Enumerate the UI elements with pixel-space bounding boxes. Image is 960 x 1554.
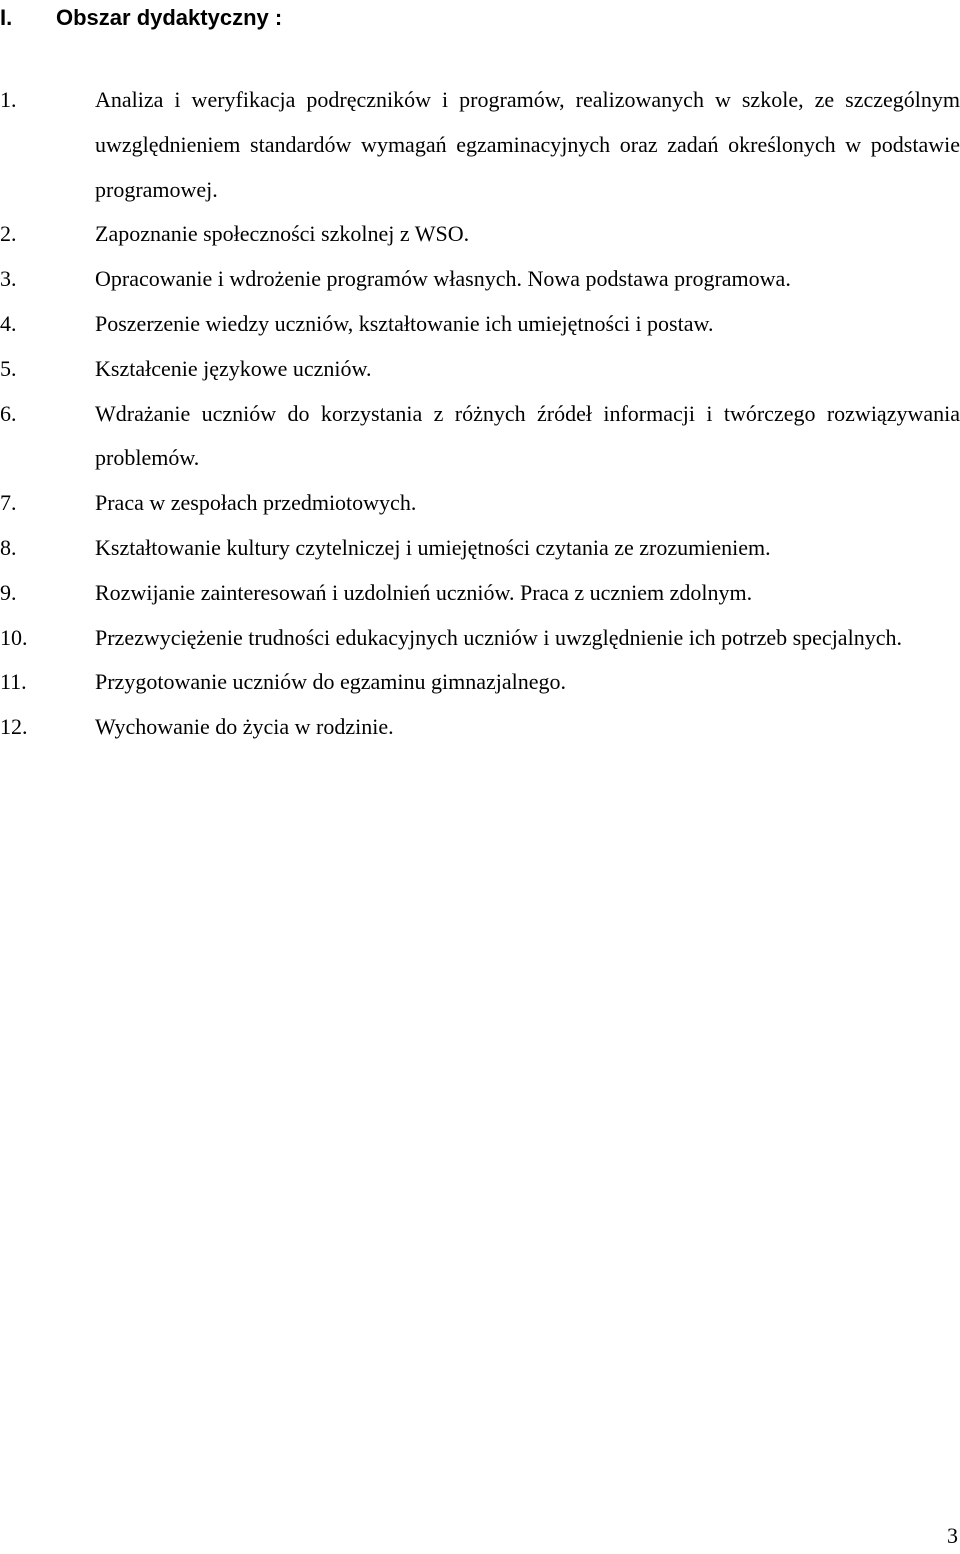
list-item-1: [0, 78, 960, 212]
list-item-9: [0, 571, 960, 616]
section-roman-numeral: I.: [0, 5, 13, 30]
list-item-number: 8.: [0, 534, 17, 560]
list-item-number: 10.: [0, 624, 28, 650]
list-item-text: Praca w zespołach przedmiotowych.: [95, 490, 417, 516]
list-item-6: [0, 392, 960, 482]
list-item-text: Wychowanie do życia w rodzinie.: [95, 714, 394, 740]
list-item-number: 5.: [0, 355, 17, 381]
list-item-number: 7.: [0, 490, 17, 516]
list-item-number: 2.: [0, 221, 17, 247]
list-item-11: [0, 660, 960, 705]
list-item-text: Analiza i weryfikacja podręczników i programów, realizowanych w szkole, ze szczególnym uwzględnieniem standardów wymagań egzaminacyjnych oraz zadań określonych w podstawie programowej.: [95, 87, 960, 202]
list-item-12: [0, 705, 960, 750]
section-title: Obszar dydaktyczny :: [56, 5, 283, 30]
list-item-number: 9.: [0, 579, 17, 605]
list-item-number: 6.: [0, 400, 17, 426]
list-item-7: [0, 481, 960, 526]
list-item-5: [0, 347, 960, 392]
didactic-goals-list: [0, 78, 960, 750]
list-item-text: Przygotowanie uczniów do egzaminu gimnazjalnego.: [95, 669, 567, 695]
list-item-2: [0, 212, 960, 257]
list-item-text: Opracowanie i wdrożenie programów własnych. Nowa podstawa programowa.: [95, 266, 791, 292]
list-item-3: [0, 257, 960, 302]
list-item-10: [0, 616, 960, 661]
list-item-text: Zapoznanie społeczności szkolnej z WSO.: [95, 221, 470, 247]
list-item-text: Wdrażanie uczniów do korzystania z różnych źródeł informacji i twórczego rozwiązywania problemów.: [95, 400, 960, 471]
list-item-text: Rozwijanie zainteresowań i uzdolnień uczniów. Praca z uczniem zdolnym.: [95, 579, 753, 605]
list-item-text: Przezwyciężenie trudności edukacyjnych uczniów i uwzględnienie ich potrzeb specjalnych.: [95, 624, 902, 650]
list-item-number: 1.: [0, 87, 17, 112]
list-item-number: 3.: [0, 266, 17, 292]
list-item-text: Kształcenie językowe uczniów.: [95, 355, 372, 381]
list-item-text: Kształtowanie kultury czytelniczej i umiejętności czytania ze zrozumieniem.: [95, 534, 771, 560]
page-number: 3: [947, 1523, 958, 1548]
list-item-number: 4.: [0, 310, 17, 336]
list-item-number: 11.: [0, 669, 27, 695]
list-item-8: [0, 526, 960, 571]
list-item-number: 12.: [0, 714, 28, 740]
list-item-text: Poszerzenie wiedzy uczniów, kształtowanie ich umiejętności i postaw.: [95, 310, 714, 336]
list-item-4: [0, 302, 960, 347]
